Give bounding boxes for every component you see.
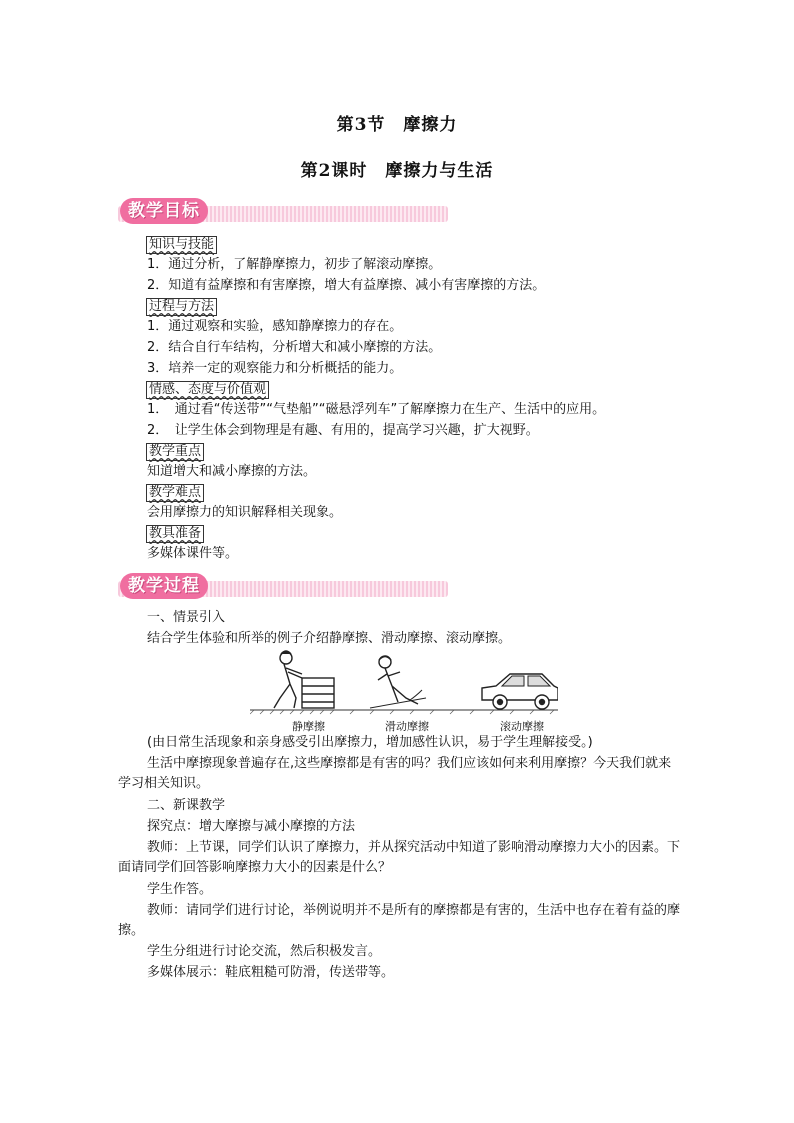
teacher-paragraph-1: 教师：上节课，同学们认识了摩擦力，并从探究活动中知道了影响滑动摩擦力大小的因素。下面请同学们回答影响摩擦力大小的因素是什么？ [118,840,681,875]
teacher-paragraph-2: 教师：请同学们进行讨论，举例说明并不是所有的摩擦都是有害的，生活中也存在着有益的摩擦。 [118,903,681,938]
key-point-heading: 教学重点 [146,443,204,461]
student-answer: 学生作答。 [147,882,213,897]
student-discussion: 学生分组进行讨论交流，然后积极发言。 [147,944,382,959]
static-friction-figure [274,651,334,708]
part1-text: 结合学生体验和所举的例子介绍静摩擦、滑动摩擦、滚动摩擦。 [147,631,512,646]
knowledge-item: 2．知道有益摩擦和有害摩擦，增大有益摩擦、减小有害摩擦的方法。 [147,278,546,293]
friction-illustration [250,648,558,734]
key-point-text: 知道增大和减小摩擦的方法。 [147,464,317,479]
difficult-point-heading: 教学难点 [146,484,204,502]
part1-heading: 一、情景引入 [147,610,226,625]
sliding-friction-caption: 滑动摩擦 [385,720,429,733]
process-item: 1．通过观察和实验，感知静摩擦力的存在。 [147,319,403,334]
section-title: 第3节 摩擦力 [336,115,458,135]
part2-heading: 二、新课教学 [147,798,226,813]
goals-banner [118,198,448,228]
sliding-friction-figure [370,656,426,708]
tools-text: 多媒体课件等。 [147,546,239,561]
intro-paragraph: 生活中摩擦现象普遍存在,这些摩擦都是有害的吗？我们应该如何来利用摩擦？今天我们就来学习相关知识。 [118,756,672,791]
process-item: 3．培养一定的观察能力和分析概括的能力。 [147,361,403,376]
process-method-heading: 过程与方法 [146,298,217,316]
difficult-point-text: 会用摩擦力的知识解释相关现象。 [147,505,343,520]
tools-heading: 教具准备 [146,525,204,543]
rolling-friction-figure [482,674,558,709]
knowledge-heading: 知识与技能 [146,236,217,254]
attitude-item: 2． 让学生体会到物理是有趣、有用的，提高学习兴趣，扩大视野。 [147,423,539,438]
process-banner [118,573,448,603]
media-display: 多媒体展示：鞋底粗糙可防滑，传送带等。 [147,965,395,980]
lesson-title: 第2课时 摩擦力与生活 [300,161,494,181]
attitude-heading: 情感、态度与价值观 [146,381,269,399]
process-item: 2．结合自行车结构，分析增大和减小摩擦的方法。 [147,340,442,355]
note-text: (由日常生活现象和亲身感受引出摩擦力，增加感性认识，易于学生理解接受。) [147,735,593,750]
rolling-friction-caption: 滚动摩擦 [500,720,544,733]
attitude-item: 1． 通过看“传送带”“气垫船”“磁悬浮列车”了解摩擦力在生产、生活中的应用。 [147,402,606,417]
explore-point: 探究点：增大摩擦与减小摩擦的方法 [147,819,356,834]
goals-banner-label: 教学目标 [120,198,208,224]
process-banner-label: 教学过程 [120,573,208,599]
knowledge-item: 1．通过分析，了解静摩擦力，初步了解滚动摩擦。 [147,257,442,272]
static-friction-caption: 静摩擦 [292,720,325,733]
friction-types-drawing [250,648,558,718]
